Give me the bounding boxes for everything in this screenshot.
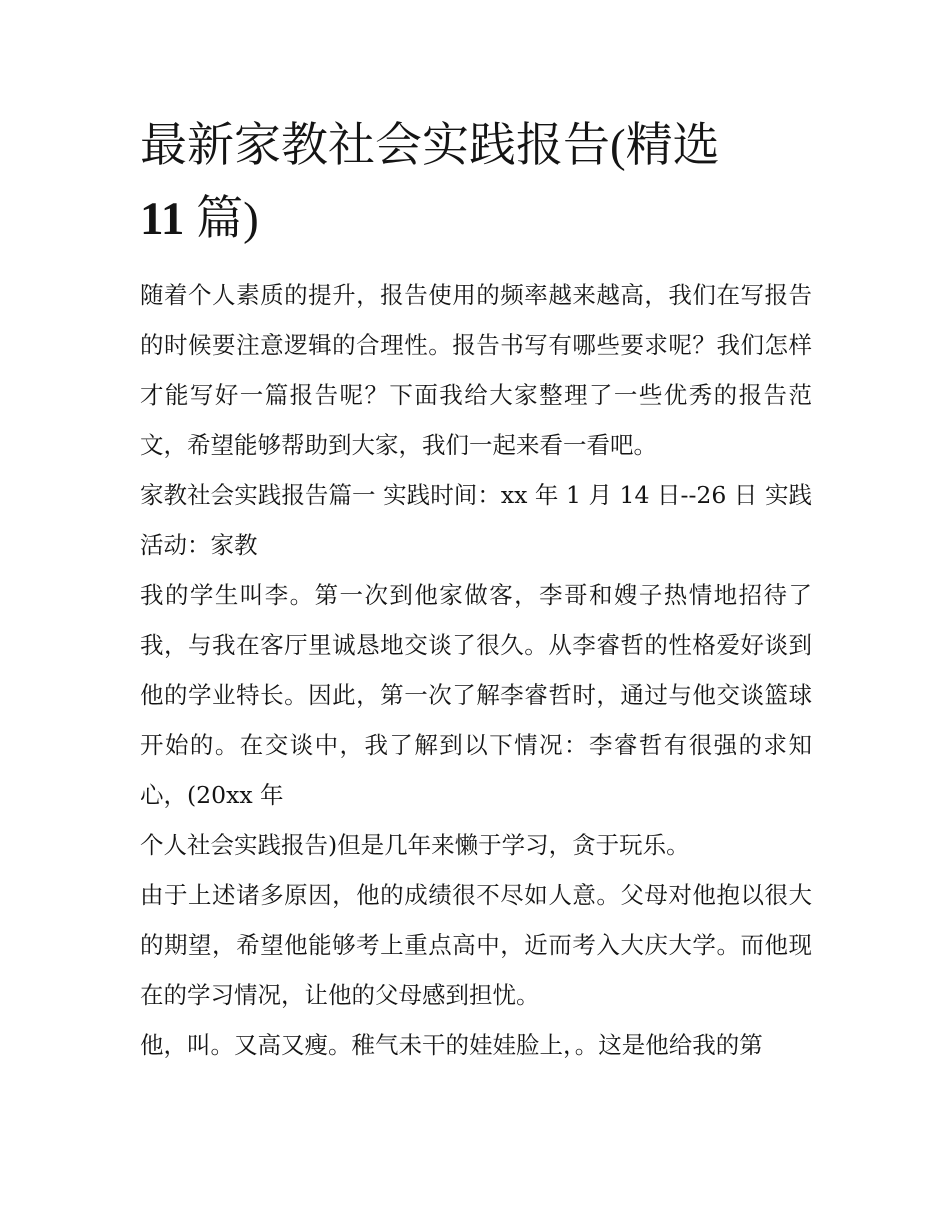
document-body: [140, 110, 812, 1070]
title-count: 11: [140, 193, 185, 245]
title-line-2-rest: 篇): [196, 193, 259, 245]
paragraph-description: 他，叫。又高又瘦。稚气未干的娃娃脸上，。这是他给我的第: [140, 1031, 763, 1059]
document-title: [140, 110, 812, 256]
title-line-1: 最新家教社会实践报告(精选: [140, 120, 720, 172]
paragraph-section-heading: 家教社会实践报告篇一 实践时间：xx 年 1 月 14 日--26 日 实践活动：家教: [140, 481, 812, 559]
paragraph-continuation: 个人社会实践报告)但是几年来懒于学习，贪于玩乐。: [140, 831, 690, 859]
paragraph-intro: 随着个人素质的提升，报告使用的频率越来越高，我们在写报告的时候要注意逻辑的合理性。报告书写有哪些要求呢？我们怎样才能写好一篇报告呢？下面我给大家整理了一些优秀的报告范文，希望能够帮助到大家，我们一起来看一看吧。: [140, 281, 812, 459]
paragraph-reasons: 由于上述诸多原因，他的成绩很不尽如人意。父母对他抱以很大的期望，希望他能够考上重点高中，近而考入大庆大学。而他现在的学习情况，让他的父母感到担忧。: [140, 881, 812, 1009]
paragraph-student: 我的学生叫李。第一次到他家做客，李哥和嫂子热情地招待了我，与我在客厅里诚恳地交谈了很久。从李睿哲的性格爱好谈到他的学业特长。因此，第一次了解李睿哲时，通过与他交谈篮球开始的。在交谈中，我了解到以下情况：李睿哲有很强的求知心，(20xx 年: [140, 581, 812, 809]
